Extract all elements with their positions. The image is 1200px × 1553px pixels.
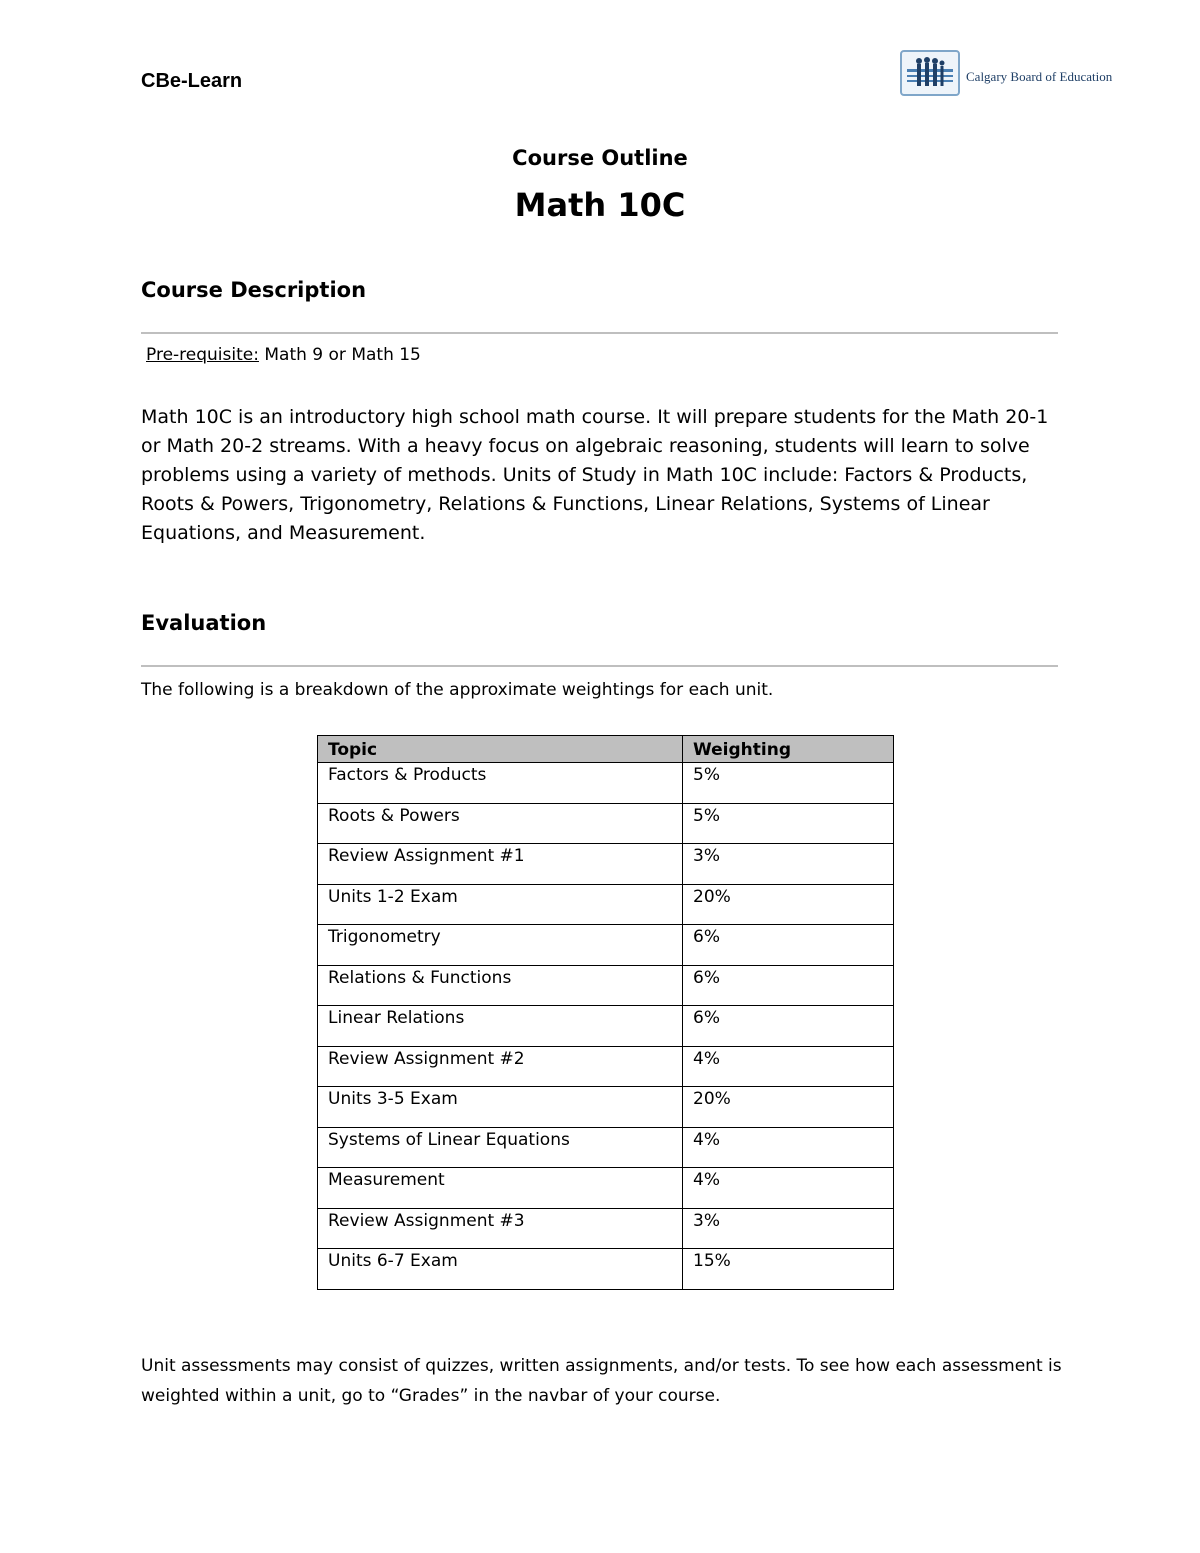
table-row [318, 1087, 894, 1128]
cbe-logo [900, 50, 1112, 96]
table-row [318, 1249, 894, 1290]
topic-cell: Systems of Linear Equations [318, 1127, 683, 1168]
topic-cell: Roots & Powers [318, 803, 683, 844]
weighting-table [317, 735, 894, 1290]
table-row [318, 803, 894, 844]
weighting-cell: 6% [683, 1006, 894, 1047]
table-row [318, 1168, 894, 1209]
assessment-note: Unit assessments may consist of quizzes, written assignments, and/or tests. To see how each assessment is weighted within a unit, go to “Grades” in the navbar of your course. [141, 1356, 1062, 1406]
prerequisite-value: Math 9 or Math 15 [264, 345, 421, 365]
evaluation-intro: The following is a breakdown of the approximate weightings for each unit. [141, 680, 774, 700]
topic-cell: Linear Relations [318, 1006, 683, 1047]
brand-label: CBe-Learn [141, 70, 243, 92]
weighting-cell: 3% [683, 844, 894, 885]
topic-cell: Units 6-7 Exam [318, 1249, 683, 1290]
table-row [318, 884, 894, 925]
table-row [318, 1127, 894, 1168]
section-divider [141, 665, 1058, 667]
prerequisite-label: Pre-requisite: [146, 345, 259, 365]
table-row [318, 844, 894, 885]
weighting-cell: 4% [683, 1168, 894, 1209]
weighting-cell: 6% [683, 925, 894, 966]
topic-cell: Factors & Products [318, 763, 683, 804]
weighting-cell: 3% [683, 1208, 894, 1249]
table-row [318, 965, 894, 1006]
prerequisite [146, 345, 421, 365]
section-divider [141, 332, 1058, 334]
topic-cell: Trigonometry [318, 925, 683, 966]
table-header-row [318, 736, 894, 763]
topic-cell: Units 3-5 Exam [318, 1087, 683, 1128]
outline-label: Course Outline [512, 146, 688, 170]
header-weighting: Weighting [683, 736, 894, 763]
weighting-cell: 4% [683, 1127, 894, 1168]
logo-text: Calgary Board of Education [966, 69, 1113, 84]
weighting-cell: 15% [683, 1249, 894, 1290]
topic-cell: Units 1-2 Exam [318, 884, 683, 925]
course-description-heading: Course Description [141, 278, 367, 302]
table-row [318, 763, 894, 804]
weighting-cell: 5% [683, 803, 894, 844]
weighting-cell: 5% [683, 763, 894, 804]
course-description-paragraph: Math 10C is an introductory high school math course. It will prepare students for the Math 20-1 or Math 20-2 streams. With a heavy focus on algebraic reasoning, students will learn to solve problems using a variety of methods. Units of Study in Math 10C include: Factors & Products, Roots & Powers, Trigonometry, Relations & Functions, Linear Relations, Systems of Linear Equations, and Measurement. [141, 406, 1049, 544]
topic-cell: Review Assignment #3 [318, 1208, 683, 1249]
table-row [318, 1006, 894, 1047]
header-topic: Topic [318, 736, 683, 763]
course-title: Math 10C [514, 186, 686, 224]
topic-cell: Review Assignment #1 [318, 844, 683, 885]
topic-cell: Relations & Functions [318, 965, 683, 1006]
table-row [318, 1046, 894, 1087]
weighting-cell: 6% [683, 965, 894, 1006]
table-row [318, 1208, 894, 1249]
weighting-cell: 20% [683, 884, 894, 925]
weighting-cell: 4% [683, 1046, 894, 1087]
topic-cell: Review Assignment #2 [318, 1046, 683, 1087]
evaluation-heading: Evaluation [141, 611, 267, 635]
table-row [318, 925, 894, 966]
topic-cell: Measurement [318, 1168, 683, 1209]
people-logo-icon [900, 50, 960, 96]
weighting-cell: 20% [683, 1087, 894, 1128]
